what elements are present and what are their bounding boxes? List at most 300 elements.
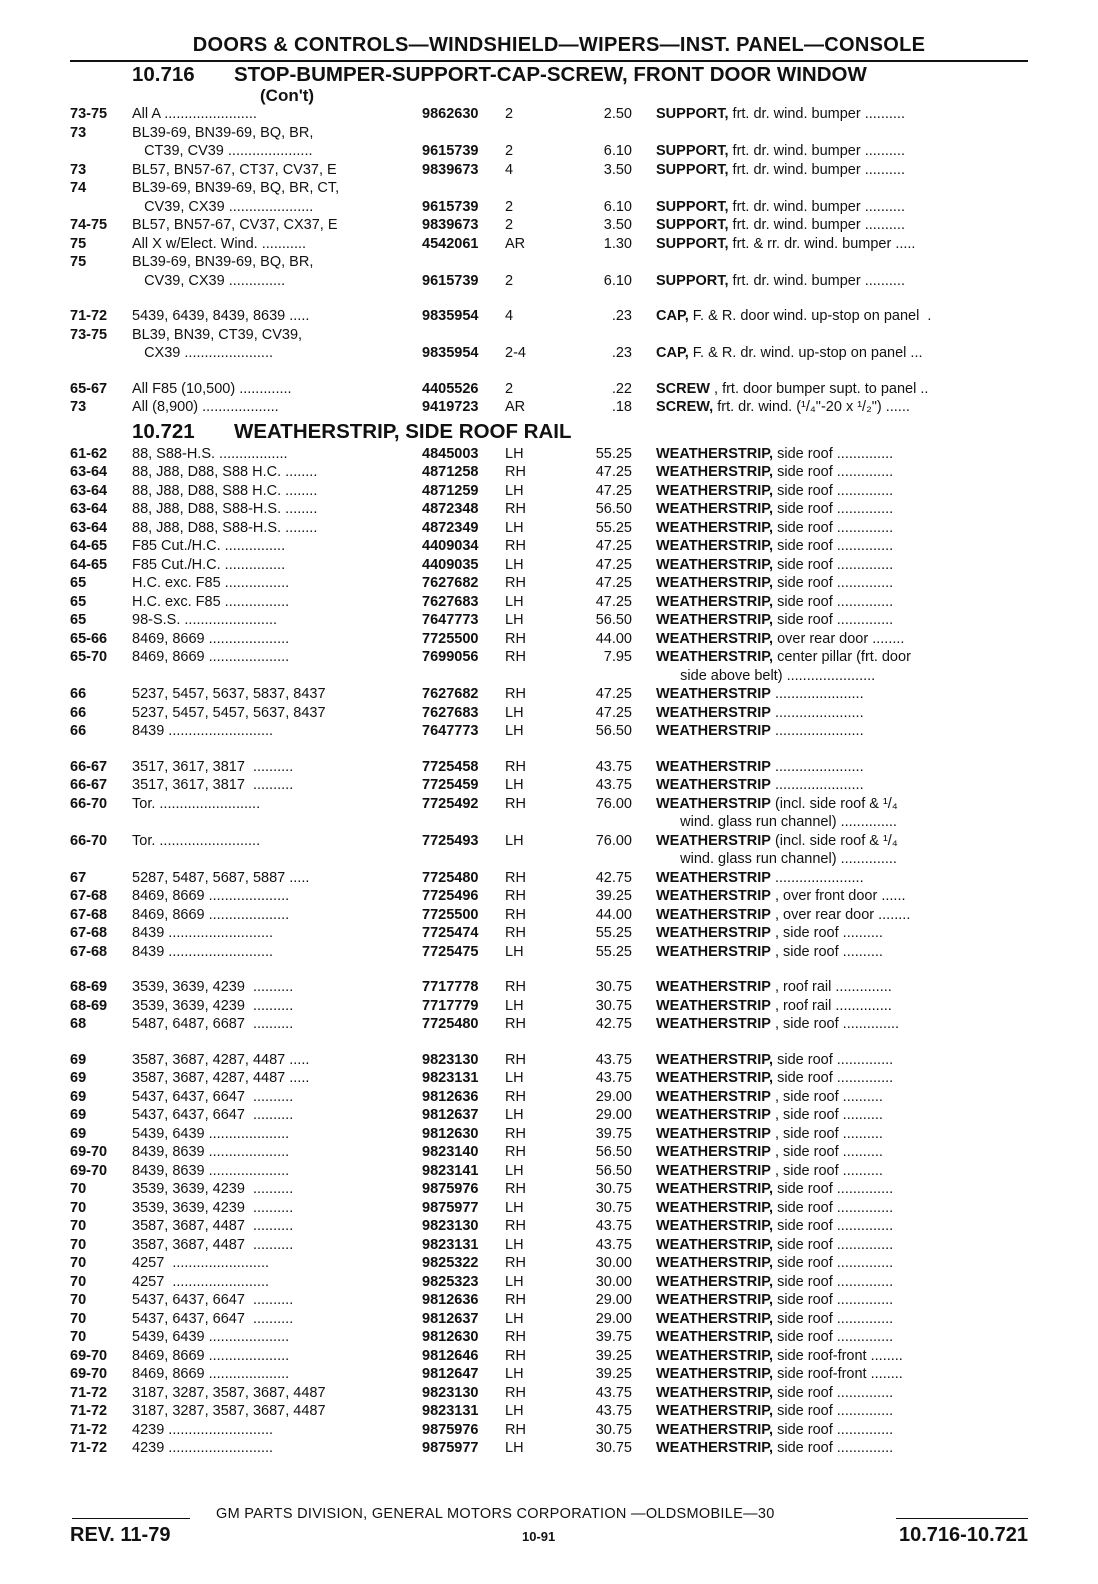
application-cell: BL57, BN57-67, CT37, CV37, E: [132, 161, 337, 178]
application-cell: 8469, 8669 ....................: [132, 630, 290, 647]
price-cell: 43.75: [595, 1218, 632, 1234]
description-cell: [656, 519, 1028, 538]
description-cell: [656, 398, 1028, 417]
quantity-cell: 2: [505, 198, 514, 215]
part-name: WEATHERSTRIP: [656, 1107, 771, 1123]
part-name: WEATHERSTRIP,: [656, 1366, 774, 1382]
part-number-cell: 9419723: [422, 399, 479, 415]
price-cell: 47.25: [595, 464, 632, 480]
table-row: [70, 253, 1028, 272]
part-description: , side roof ..........: [770, 1125, 883, 1142]
quantity-cell: LH: [505, 1236, 524, 1253]
year-cell: 66: [70, 704, 87, 721]
part-description: side roof ..............: [773, 1255, 894, 1271]
part-description: over rear door ........: [773, 630, 905, 647]
page-header: DOORS & CONTROLS—WINDSHIELD—WIPERS—INST. PANEL—CONSOLE: [192, 34, 926, 56]
part-name: WEATHERSTRIP,: [656, 1236, 774, 1253]
quantity-cell: RH: [505, 1016, 526, 1032]
part-number-cell: 9823140: [422, 1144, 479, 1160]
price-cell: 43.75: [595, 1403, 632, 1419]
quantity-cell: 4: [505, 161, 514, 178]
price-cell: .22: [611, 380, 632, 397]
part-number-cell: 9825322: [422, 1255, 479, 1271]
year-cell: 68-69: [70, 997, 108, 1014]
application-cell: BL39-69, BN39-69, BQ, BR, CT,: [132, 180, 340, 196]
part-description: frt. dr. wind. bumper ..........: [728, 161, 905, 178]
part-number-cell: 7725500: [422, 906, 479, 923]
part-description: , roof rail ..............: [770, 997, 892, 1014]
quantity-cell: LH: [505, 556, 524, 573]
description-cell: [656, 1051, 1028, 1070]
part-description: frt. dr. wind. bumper ..........: [728, 272, 905, 289]
year-cell: 71-72: [70, 1440, 108, 1456]
part-number-cell: 7647773: [422, 723, 479, 739]
price-cell: 47.25: [595, 538, 632, 554]
quantity-cell: LH: [505, 777, 524, 793]
part-name: SCREW,: [656, 399, 714, 415]
quantity-cell: 2: [505, 143, 514, 159]
application-cell: 5237, 5457, 5457, 5637, 8437: [132, 704, 326, 721]
part-description: ......................: [770, 723, 864, 739]
table-row: [70, 500, 1028, 519]
application-cell: All X w/Elect. Wind. ...........: [132, 235, 307, 252]
part-name: WEATHERSTRIP,: [656, 482, 774, 499]
part-description: side roof ..............: [773, 1051, 894, 1068]
quantity-cell: LH: [505, 1107, 524, 1123]
application-cell: 5439, 6439 ....................: [132, 1125, 290, 1142]
year-cell: 64-65: [70, 538, 108, 554]
table-row: [70, 537, 1028, 556]
description-cell: [656, 1328, 1028, 1347]
part-name: SUPPORT,: [656, 161, 729, 178]
year-cell: 74-75: [70, 217, 108, 233]
application-cell: 8439 ..........................: [132, 723, 274, 739]
quantity-cell: RH: [505, 1181, 526, 1197]
description-cell: [656, 344, 1028, 363]
description-cell: [656, 978, 1028, 997]
price-cell: 39.25: [595, 1347, 632, 1364]
table-row: [70, 924, 1028, 943]
quantity-cell: RH: [505, 501, 526, 517]
description-cell: [656, 704, 1028, 723]
price-cell: 47.25: [595, 482, 632, 499]
continued-label: (Con't): [260, 86, 315, 105]
price-cell: 76.00: [595, 795, 632, 812]
part-number-cell: 9823130: [422, 1384, 479, 1401]
price-cell: 30.00: [595, 1255, 632, 1271]
year-cell: 71-72: [70, 1421, 108, 1438]
quantity-cell: LH: [505, 1310, 524, 1327]
application-cell: H.C. exc. F85 ................: [132, 593, 290, 610]
application-cell: 8469, 8669 ....................: [132, 649, 290, 665]
part-name: WEATHERSTRIP: [656, 906, 771, 923]
quantity-cell: RH: [505, 795, 526, 812]
table-row: [70, 1236, 1028, 1255]
table-row: [70, 1162, 1028, 1181]
part-name: WEATHERSTRIP,: [656, 1051, 774, 1068]
description-cell: [656, 685, 1028, 704]
price-cell: 56.50: [595, 723, 632, 739]
part-number-cell: 9875977: [422, 1440, 479, 1456]
section-heading-10721: [70, 419, 1028, 445]
part-number-cell: 4405526: [422, 380, 479, 397]
table-row: [70, 869, 1028, 888]
price-cell: 29.00: [595, 1088, 632, 1105]
part-number-cell: 9812646: [422, 1347, 479, 1364]
table-row: [70, 1069, 1028, 1088]
part-name: WEATHERSTRIP: [656, 723, 771, 739]
table-row: [70, 943, 1028, 962]
quantity-cell: LH: [505, 1199, 524, 1216]
table-row: [70, 1254, 1028, 1273]
part-description: side roof ..............: [773, 1292, 894, 1308]
part-description: side roof ..............: [773, 593, 894, 610]
price-cell: 30.75: [595, 1181, 632, 1197]
price-cell: 55.25: [595, 445, 632, 462]
section-title: WEATHERSTRIP, SIDE ROOF RAIL: [234, 419, 572, 443]
description-cell: [656, 869, 1028, 888]
description-cell: [656, 142, 1028, 161]
application-cell: 8469, 8669 ....................: [132, 888, 290, 904]
price-cell: 42.75: [595, 869, 632, 886]
description-cell: [656, 887, 1028, 906]
year-cell: 69: [70, 1051, 87, 1068]
application-cell: 5437, 6437, 6647 ..........: [132, 1088, 294, 1105]
price-cell: 43.75: [595, 758, 632, 775]
section-heading-10716: [70, 62, 1028, 88]
price-cell: .23: [611, 308, 632, 324]
part-name: WEATHERSTRIP: [656, 704, 771, 721]
quantity-cell: LH: [505, 1273, 524, 1290]
part-description: , roof rail ..............: [770, 979, 892, 995]
description-cell: [656, 537, 1028, 556]
description-cell: [656, 482, 1028, 501]
table-row: [70, 142, 1028, 161]
part-number-cell: 4542061: [422, 235, 479, 252]
table-row: [70, 648, 1028, 667]
part-number-cell: 4871258: [422, 464, 479, 480]
year-cell: 70: [70, 1218, 87, 1234]
quantity-cell: RH: [505, 1088, 526, 1105]
price-cell: 30.75: [595, 1440, 632, 1456]
application-cell: 3587, 3687, 4487 ..........: [132, 1236, 294, 1253]
table-row: [70, 887, 1028, 906]
part-description: side roof ..............: [773, 482, 894, 499]
table-row: [70, 1015, 1028, 1034]
year-cell: 70: [70, 1181, 87, 1197]
application-cell: 3517, 3617, 3817 ..........: [132, 758, 294, 775]
application-cell: 88, J88, D88, S88 H.C. ........: [132, 464, 318, 480]
price-cell: 3.50: [603, 217, 632, 233]
application-cell: BL39-69, BN39-69, BQ, BR,: [132, 254, 314, 270]
quantity-cell: LH: [505, 1162, 524, 1179]
description-cell: [656, 813, 1028, 832]
part-name: WEATHERSTRIP: [656, 888, 771, 904]
application-cell: 4257 ........................: [132, 1273, 269, 1290]
part-name: WEATHERSTRIP: [656, 1162, 771, 1179]
part-number-cell: 9875977: [422, 1199, 479, 1216]
part-name: WEATHERSTRIP: [656, 979, 771, 995]
table-row: [70, 1328, 1028, 1347]
application-cell: H.C. exc. F85 ................: [132, 575, 290, 591]
part-number-cell: 4409035: [422, 556, 479, 573]
application-cell: 88, J88, D88, S88 H.C. ........: [132, 482, 318, 499]
part-name: WEATHERSTRIP,: [656, 519, 774, 536]
application-cell: 5437, 6437, 6647 ..........: [132, 1292, 294, 1308]
price-cell: 55.25: [595, 925, 632, 941]
application-cell: F85 Cut./H.C. ...............: [132, 556, 286, 573]
year-cell: 73: [70, 399, 87, 415]
part-description: side roof ..............: [773, 1329, 894, 1345]
part-description: frt. dr. wind. bumper ..........: [728, 143, 905, 159]
application-cell: 5487, 6487, 6687 ..........: [132, 1016, 294, 1032]
year-cell: 70: [70, 1255, 87, 1271]
description-cell: [656, 500, 1028, 519]
table-row: [70, 1347, 1028, 1366]
price-cell: 47.25: [595, 575, 632, 591]
application-cell: 8469, 8669 ....................: [132, 1347, 290, 1364]
table-row: [70, 704, 1028, 723]
part-description: side roof ..............: [773, 1273, 894, 1290]
part-name: WEATHERSTRIP,: [656, 1070, 774, 1086]
part-name: WEATHERSTRIP,: [656, 649, 774, 665]
quantity-cell: LH: [505, 943, 524, 960]
part-number-cell: 9825323: [422, 1273, 479, 1290]
part-name: WEATHERSTRIP: [656, 795, 771, 812]
description-cell: [656, 1088, 1028, 1107]
application-cell: 88, S88-H.S. .................: [132, 445, 288, 462]
year-cell: 65-66: [70, 630, 108, 647]
application-cell: All A .......................: [132, 106, 257, 122]
price-cell: 30.75: [595, 1199, 632, 1216]
part-description: side roof ..............: [773, 612, 894, 628]
table-row: [70, 235, 1028, 254]
price-cell: 55.25: [595, 519, 632, 536]
year-cell: 75: [70, 235, 87, 252]
description-cell: [656, 832, 1028, 851]
part-name: WEATHERSTRIP,: [656, 1421, 774, 1438]
quantity-cell: RH: [505, 538, 526, 554]
price-cell: 39.75: [595, 1125, 632, 1142]
part-number-cell: 7725459: [422, 777, 479, 793]
part-number-cell: 9812636: [422, 1292, 479, 1308]
part-number-cell: 9875976: [422, 1421, 479, 1438]
quantity-cell: LH: [505, 445, 524, 462]
table-row: [70, 105, 1028, 124]
year-cell: 69: [70, 1107, 87, 1123]
part-number-cell: 9823141: [422, 1162, 479, 1179]
description-cell: [656, 463, 1028, 482]
price-cell: 56.50: [595, 612, 632, 628]
description-cell: [656, 1199, 1028, 1218]
price-cell: 56.50: [595, 1144, 632, 1160]
year-cell: 71-72: [70, 308, 108, 324]
application-cell: 4239 ..........................: [132, 1421, 274, 1438]
part-number-cell: 7717778: [422, 979, 479, 995]
year-cell: 73: [70, 161, 87, 178]
part-number-cell: 9812637: [422, 1310, 479, 1327]
price-cell: 43.75: [595, 1070, 632, 1086]
year-cell: 69-70: [70, 1347, 108, 1364]
year-cell: 71-72: [70, 1384, 108, 1401]
part-description: , side roof ..........: [770, 1162, 883, 1179]
table-row: [70, 776, 1028, 795]
part-number-cell: 7725475: [422, 943, 479, 960]
part-description: wind. glass run channel) ..............: [656, 814, 897, 830]
part-name: WEATHERSTRIP,: [656, 445, 774, 462]
price-cell: 55.25: [595, 943, 632, 960]
application-cell: CV39, CX39 .....................: [132, 198, 314, 215]
quantity-cell: LH: [505, 997, 524, 1014]
part-description: side roof ..............: [773, 1403, 894, 1419]
part-description: ......................: [770, 777, 864, 793]
quantity-cell: RH: [505, 1292, 526, 1308]
application-cell: 5439, 6439, 8439, 8639 .....: [132, 308, 310, 324]
year-cell: 69: [70, 1125, 87, 1142]
table-row: [70, 593, 1028, 612]
year-cell: 69-70: [70, 1366, 108, 1382]
description-cell: [656, 1106, 1028, 1125]
description-cell: [656, 556, 1028, 575]
table-row: [70, 1291, 1028, 1310]
year-cell: 65: [70, 593, 87, 610]
description-cell: [656, 1347, 1028, 1366]
price-cell: 6.10: [603, 143, 632, 159]
table-row: [70, 1421, 1028, 1440]
price-cell: 47.25: [595, 704, 632, 721]
description-cell: [656, 235, 1028, 254]
table-row: [70, 161, 1028, 180]
table-row: [70, 1365, 1028, 1384]
table-row: [70, 1051, 1028, 1070]
part-name: WEATHERSTRIP,: [656, 556, 774, 573]
part-description: side roof ..............: [773, 464, 894, 480]
application-cell: 5439, 6439 ....................: [132, 1329, 290, 1345]
part-name: WEATHERSTRIP: [656, 925, 771, 941]
year-cell: 63-64: [70, 519, 108, 536]
year-cell: 66-67: [70, 777, 108, 793]
description-cell: [656, 997, 1028, 1016]
part-name: WEATHERSTRIP: [656, 686, 771, 702]
part-number-cell: 9615739: [422, 272, 479, 289]
application-cell: 3587, 3687, 4487 ..........: [132, 1218, 294, 1234]
quantity-cell: RH: [505, 649, 526, 665]
part-number-cell: 4845003: [422, 445, 479, 462]
application-cell: 3539, 3639, 4239 ..........: [132, 979, 294, 995]
year-cell: 69: [70, 1070, 87, 1086]
year-cell: 64-65: [70, 556, 108, 573]
part-name: WEATHERSTRIP,: [656, 1199, 774, 1216]
price-cell: 39.75: [595, 1329, 632, 1345]
description-cell: [656, 216, 1028, 235]
application-cell: 88, J88, D88, S88-H.S. ........: [132, 519, 318, 536]
part-description: side roof ..............: [773, 1421, 894, 1438]
year-cell: 66: [70, 723, 87, 739]
part-number-cell: 9839673: [422, 217, 479, 233]
application-cell: CV39, CX39 ..............: [132, 272, 286, 289]
quantity-cell: RH: [505, 979, 526, 995]
price-cell: 47.25: [595, 593, 632, 610]
part-name: SUPPORT,: [656, 198, 729, 215]
quantity-cell: AR: [505, 235, 526, 252]
part-name: WEATHERSTRIP,: [656, 630, 774, 647]
part-number-cell: 7627682: [422, 575, 479, 591]
part-description: side above belt) ......................: [656, 667, 876, 684]
part-name: WEATHERSTRIP,: [656, 1329, 774, 1345]
quantity-cell: RH: [505, 1329, 526, 1345]
part-description: ......................: [770, 758, 864, 775]
part-name: WEATHERSTRIP,: [656, 1384, 774, 1401]
table-row: [70, 1217, 1028, 1236]
year-cell: 75: [70, 254, 87, 270]
description-cell: [656, 1402, 1028, 1421]
part-description: side roof-front ........: [773, 1366, 903, 1382]
section-number: 10.716: [132, 63, 195, 86]
year-cell: 69-70: [70, 1162, 108, 1179]
application-cell: 8469, 8669 ....................: [132, 906, 290, 923]
quantity-cell: LH: [505, 1440, 524, 1456]
description-cell: [656, 1310, 1028, 1329]
application-cell: All (8,900) ...................: [132, 399, 279, 415]
revision-label: REV. 11-79: [70, 1524, 171, 1546]
description-cell: [656, 445, 1028, 464]
application-cell: 3587, 3687, 4287, 4487 .....: [132, 1070, 310, 1086]
year-cell: 61-62: [70, 445, 108, 462]
application-cell: 8439 ..........................: [132, 925, 274, 941]
parts-table-10716: [70, 105, 1028, 417]
part-number-cell: 7627683: [422, 704, 479, 721]
application-cell: Tor. .........................: [132, 795, 261, 812]
part-description: side roof ..............: [773, 575, 894, 591]
description-cell: [656, 611, 1028, 630]
quantity-cell: RH: [505, 686, 526, 702]
part-number-cell: 9823131: [422, 1070, 479, 1086]
year-cell: 68-69: [70, 979, 108, 995]
year-cell: 70: [70, 1236, 87, 1253]
table-row: [70, 1199, 1028, 1218]
price-cell: 39.25: [595, 1366, 632, 1382]
part-name: WEATHERSTRIP: [656, 1016, 771, 1032]
application-cell: CX39 ......................: [132, 345, 274, 361]
table-row: [70, 1384, 1028, 1403]
table-row: [70, 1439, 1028, 1458]
part-description: side roof ..............: [773, 519, 894, 536]
part-name: WEATHERSTRIP,: [656, 464, 774, 480]
quantity-cell: RH: [505, 1144, 526, 1160]
part-name: WEATHERSTRIP,: [656, 1347, 774, 1364]
part-name: WEATHERSTRIP: [656, 758, 771, 775]
table-row: [70, 198, 1028, 217]
part-name: WEATHERSTRIP: [656, 869, 771, 886]
part-description: , side roof ..........: [770, 1088, 883, 1105]
price-cell: 43.75: [595, 1384, 632, 1401]
footer-rule-right: [896, 1518, 1028, 1519]
description-cell: [656, 648, 1028, 667]
part-number-cell: 9835954: [422, 345, 479, 361]
description-cell: [656, 776, 1028, 795]
application-cell: 3539, 3639, 4239 ..........: [132, 1199, 294, 1216]
table-row: [70, 1143, 1028, 1162]
application-cell: 3539, 3639, 4239 ..........: [132, 997, 294, 1014]
part-number-cell: 7627683: [422, 593, 479, 610]
catalog-page: [70, 34, 1028, 1458]
part-name: WEATHERSTRIP: [656, 1144, 771, 1160]
table-row: [70, 850, 1028, 869]
year-cell: 66: [70, 686, 87, 702]
part-name: WEATHERSTRIP,: [656, 538, 774, 554]
table-row: [70, 179, 1028, 198]
quantity-cell: LH: [505, 1070, 524, 1086]
